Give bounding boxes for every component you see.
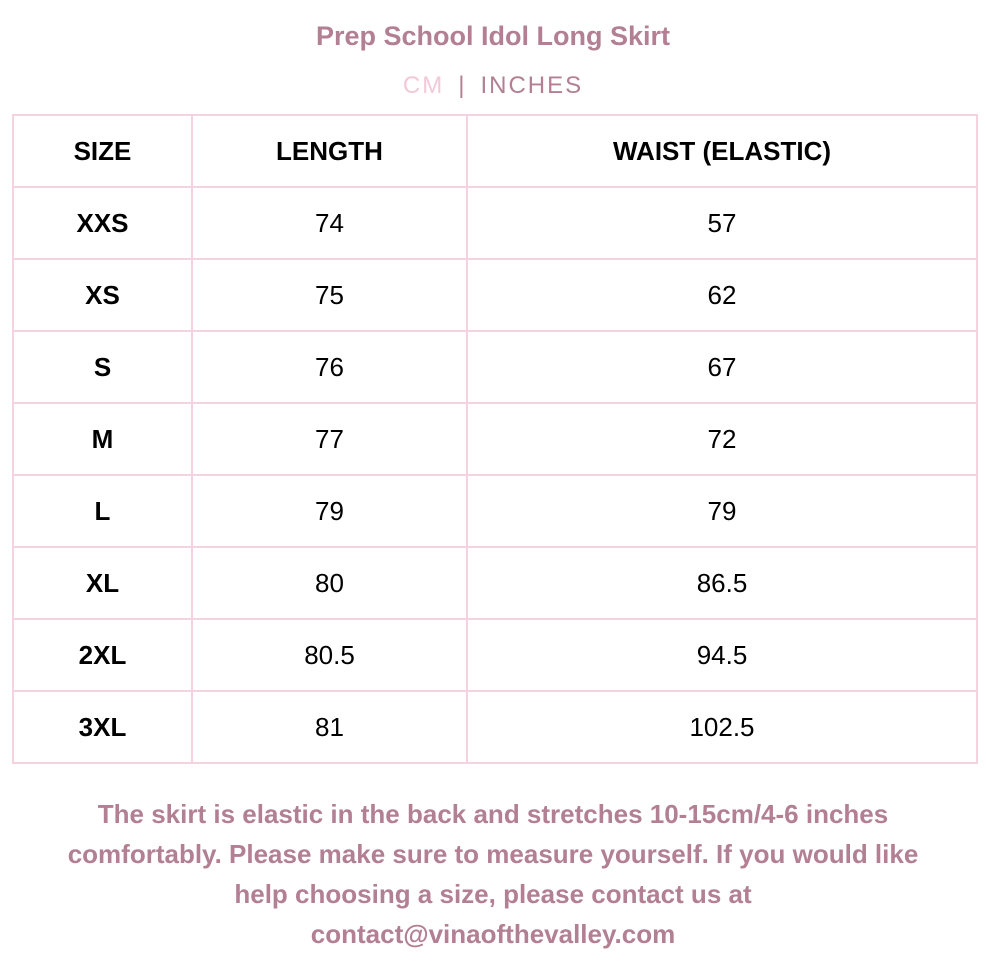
size-cell: XXS bbox=[13, 187, 192, 259]
size-cell: M bbox=[13, 403, 192, 475]
waist-cell: 72 bbox=[467, 403, 977, 475]
size-cell: XS bbox=[13, 259, 192, 331]
size-cell: XL bbox=[13, 547, 192, 619]
table-row bbox=[13, 403, 977, 475]
size-cell: 2XL bbox=[13, 619, 192, 691]
waist-cell: 79 bbox=[467, 475, 977, 547]
sizing-note bbox=[10, 794, 976, 954]
length-cell: 74 bbox=[192, 187, 467, 259]
length-cell: 81 bbox=[192, 691, 467, 763]
length-cell: 80.5 bbox=[192, 619, 467, 691]
table-row bbox=[13, 475, 977, 547]
header-length: LENGTH bbox=[192, 115, 467, 187]
unit-separator: | bbox=[458, 72, 467, 99]
unit-inches-option[interactable]: INCHES bbox=[480, 72, 584, 99]
unit-toggle bbox=[0, 70, 986, 102]
sizing-note-line: help choosing a size, please contact us at bbox=[234, 879, 752, 909]
waist-cell: 62 bbox=[467, 259, 977, 331]
contact-email: contact@vinaofthevalley.com bbox=[310, 919, 676, 949]
sizing-note-line: The skirt is elastic in the back and stretches 10-15cm/4-6 inches bbox=[97, 799, 889, 829]
waist-cell: 102.5 bbox=[467, 691, 977, 763]
table-row bbox=[13, 259, 977, 331]
size-cell: 3XL bbox=[13, 691, 192, 763]
size-chart-table bbox=[12, 114, 978, 764]
length-cell: 77 bbox=[192, 403, 467, 475]
table-row bbox=[13, 691, 977, 763]
table-row bbox=[13, 331, 977, 403]
header-waist: WAIST (ELASTIC) bbox=[467, 115, 977, 187]
header-size: SIZE bbox=[13, 115, 192, 187]
sizing-note-line: comfortably. Please make sure to measure yourself. If you would like bbox=[67, 839, 919, 869]
size-cell: S bbox=[13, 331, 192, 403]
table-row bbox=[13, 547, 977, 619]
length-cell: 79 bbox=[192, 475, 467, 547]
unit-cm-option[interactable]: CM bbox=[402, 72, 445, 99]
table-row bbox=[13, 187, 977, 259]
waist-cell: 57 bbox=[467, 187, 977, 259]
page-title: Prep School Idol Long Skirt bbox=[315, 21, 671, 51]
size-cell: L bbox=[13, 475, 192, 547]
length-cell: 75 bbox=[192, 259, 467, 331]
table-row bbox=[13, 619, 977, 691]
length-cell: 80 bbox=[192, 547, 467, 619]
length-cell: 76 bbox=[192, 331, 467, 403]
waist-cell: 94.5 bbox=[467, 619, 977, 691]
table-header-row bbox=[13, 115, 977, 187]
waist-cell: 86.5 bbox=[467, 547, 977, 619]
waist-cell: 67 bbox=[467, 331, 977, 403]
